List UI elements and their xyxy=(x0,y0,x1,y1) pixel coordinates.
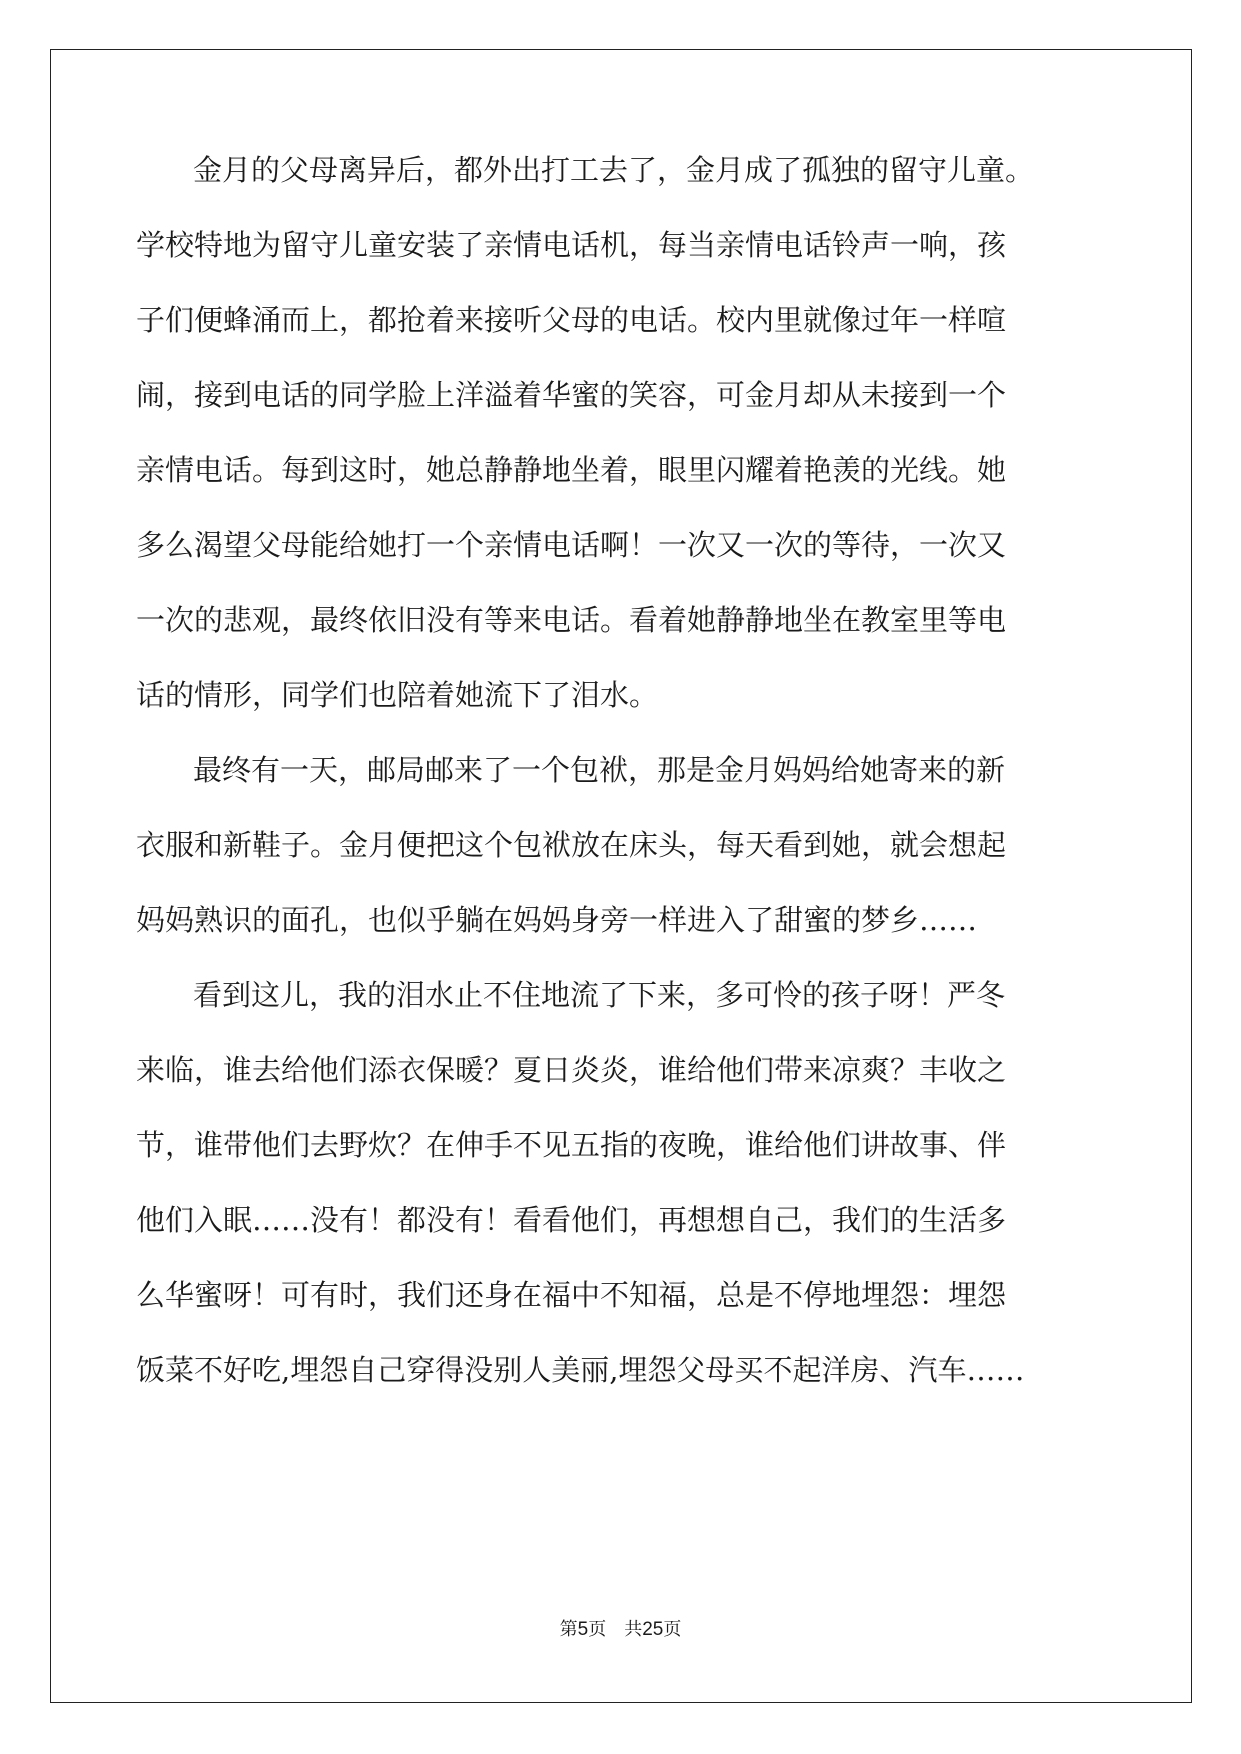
paragraph-line: 一次的悲观，最终依旧没有等来电话。看着她静静地坐在教室里等电 xyxy=(136,603,1007,637)
paragraph-line: 衣服和新鞋子。金月便把这个包袱放在床头，每天看到她，就会想起 xyxy=(136,828,1007,862)
page-border xyxy=(50,49,1192,1703)
total-pages: 25 xyxy=(642,1619,664,1640)
page-suffix: 页 xyxy=(588,1619,607,1640)
paragraph-line: 妈妈熟识的面孔，也似乎躺在妈妈身旁一样进入了甜蜜的梦乡…… xyxy=(136,903,978,937)
paragraph-line: 话的情形，同学们也陪着她流下了泪水。 xyxy=(136,678,659,712)
paragraph-line: 金月的父母离异后，都外出打工去了，金月成了孤独的留守儿童。 xyxy=(193,153,1035,187)
paragraph-line: 看到这儿，我的泪水止不住地流了下来，多可怜的孩子呀！严冬 xyxy=(193,978,1006,1012)
paragraph-line: 学校特地为留守儿童安装了亲情电话机，每当亲情电话铃声一响，孩 xyxy=(136,228,1007,262)
paragraph-line: 来临，谁去给他们添衣保暖？夏日炎炎，谁给他们带来凉爽？丰收之 xyxy=(136,1053,1007,1087)
paragraph-line: 最终有一天，邮局邮来了一个包袱，那是金月妈妈给她寄来的新 xyxy=(193,753,1006,787)
total-suffix: 页 xyxy=(663,1619,682,1640)
page-prefix: 第 xyxy=(559,1619,578,1640)
paragraph-line: 子们便蜂涌而上，都抢着来接听父母的电话。校内里就像过年一样喧 xyxy=(136,303,1007,337)
paragraph-line: 节，谁带他们去野炊？在伸手不见五指的夜晚，谁给他们讲故事、伴 xyxy=(136,1128,1007,1162)
paragraph-line: 闹，接到电话的同学脸上洋溢着华蜜的笑容，可金月却从未接到一个 xyxy=(136,378,1007,412)
paragraph-line: 么华蜜呀！可有时，我们还身在福中不知福，总是不停地埋怨：埋怨 xyxy=(136,1278,1007,1312)
total-prefix: 共 xyxy=(624,1619,643,1640)
paragraph-line: 多么渴望父母能给她打一个亲情电话啊！一次又一次的等待，一次又 xyxy=(136,528,1007,562)
page-footer xyxy=(0,1618,1241,1642)
paragraph-line: 亲情电话。每到这时，她总静静地坐着，眼里闪耀着艳羡的光线。她 xyxy=(136,453,1007,487)
page-number: 5 xyxy=(577,1619,589,1640)
paragraph-line: 饭菜不好吃,埋怨自己穿得没别人美丽,埋怨父母买不起洋房、汽车…… xyxy=(136,1353,1025,1387)
paragraph-line: 他们入眠……没有！都没有！看看他们，再想想自己，我们的生活多 xyxy=(136,1203,1007,1237)
